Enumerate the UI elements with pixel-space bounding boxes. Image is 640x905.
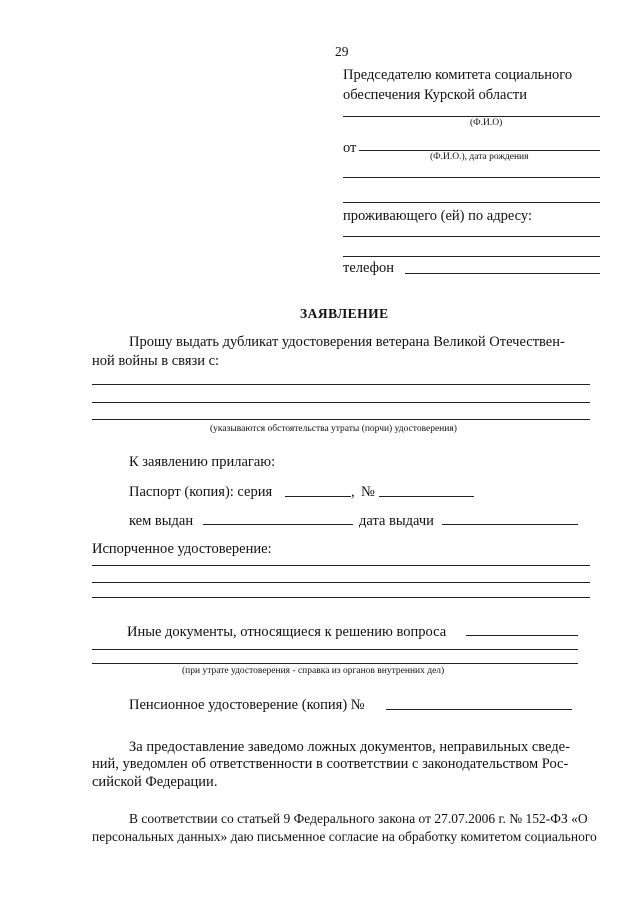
damaged-field-2[interactable] xyxy=(92,582,590,583)
document-title: ЗАЯВЛЕНИЕ xyxy=(300,306,389,321)
other-docs-field-1[interactable] xyxy=(466,635,578,636)
address-field-1[interactable] xyxy=(343,236,600,237)
damaged-field-3[interactable] xyxy=(92,597,590,598)
consent-line-1: В соответствии со статьей 9 Федерального закона от 27.07.2006 г. № 152-ФЗ «О xyxy=(129,811,588,826)
pension-number-field[interactable] xyxy=(386,709,572,710)
passport-series-field[interactable] xyxy=(285,496,351,497)
other-docs-field-2[interactable] xyxy=(92,649,578,650)
phone-label: телефон xyxy=(343,260,395,276)
recipient-fio-caption: (Ф.И.О) xyxy=(470,118,503,128)
applicant-fio-caption: (Ф.И.О.), дата рождения xyxy=(430,152,529,162)
reason-field-3[interactable] xyxy=(92,419,590,420)
damaged-field-1[interactable] xyxy=(92,565,590,566)
applicant-fio-field-2[interactable] xyxy=(343,177,600,178)
page-number: 29 xyxy=(335,44,349,59)
pension-label: Пенсионное удостоверение (копия) № xyxy=(129,697,365,713)
address-field-2[interactable] xyxy=(343,256,600,257)
liability-line-1: За предоставление заведомо ложных документов, неправильных сведе- xyxy=(129,739,570,755)
damaged-certificate-label: Испорченное удостоверение: xyxy=(92,541,272,557)
phone-field[interactable] xyxy=(405,273,600,274)
from-label: от xyxy=(343,140,357,156)
request-line-2: ной войны в связи с: xyxy=(92,353,220,369)
request-line-1: Прошу выдать дубликат удостоверения ветерана Великой Отечествен- xyxy=(129,334,565,350)
issued-by-field[interactable] xyxy=(203,524,353,525)
issue-date-field[interactable] xyxy=(442,524,578,525)
issue-date-label: дата выдачи xyxy=(359,513,434,529)
addressee-line-2: обеспечения Курской области xyxy=(343,87,527,103)
consent-line-2: персональных данных» даю письменное согласие на обработку комитетом социального xyxy=(92,829,597,844)
passport-label: Паспорт (копия): серия xyxy=(129,484,273,500)
passport-number-field[interactable] xyxy=(379,496,474,497)
passport-number-label: № xyxy=(361,484,375,500)
reason-caption: (указываются обстоятельства утраты (порчи) удостоверения) xyxy=(210,424,457,434)
issued-by-label: кем выдан xyxy=(129,513,194,529)
other-docs-label: Иные документы, относящиеся к решению вопроса xyxy=(127,624,447,640)
reason-field-1[interactable] xyxy=(92,384,590,385)
liability-line-2: ний, уведомлен об ответственности в соответствии с законодательством Рос- xyxy=(92,756,569,772)
address-label: проживающего (ей) по адресу: xyxy=(343,208,532,224)
other-docs-caption: (при утрате удостоверения - справка из органов внутренних дел) xyxy=(182,666,445,676)
other-docs-field-3[interactable] xyxy=(92,663,578,664)
attachments-intro: К заявлению прилагаю: xyxy=(129,454,276,470)
passport-comma: , xyxy=(351,484,355,500)
applicant-fio-field[interactable] xyxy=(359,150,600,151)
addressee-line-1: Председателю комитета социального xyxy=(343,67,573,83)
reason-field-2[interactable] xyxy=(92,402,590,403)
liability-line-3: сийской Федерации. xyxy=(92,774,218,790)
applicant-fio-field-3[interactable] xyxy=(343,202,600,203)
recipient-fio-field[interactable] xyxy=(343,116,600,117)
